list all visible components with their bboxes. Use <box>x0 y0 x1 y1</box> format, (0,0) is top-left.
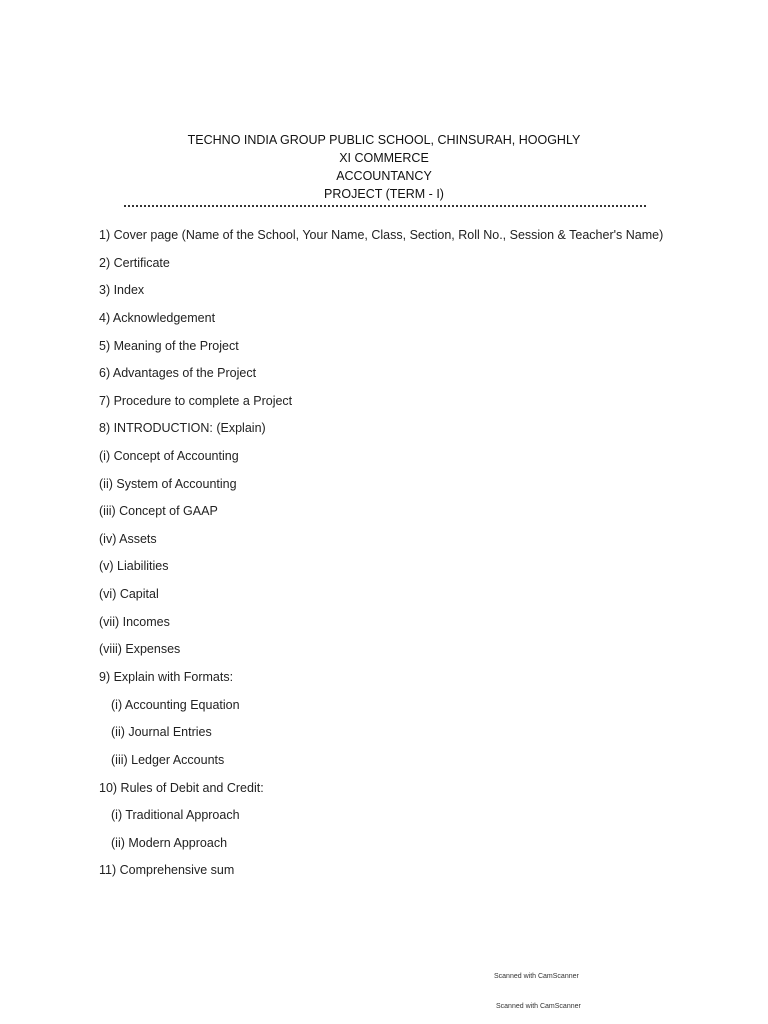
list-item-journal-entries: (ii) Journal Entries <box>111 725 212 739</box>
scanner-watermark: Scanned with CamScanner <box>494 973 579 980</box>
list-item-traditional-approach: (i) Traditional Approach <box>111 808 240 822</box>
list-item-concept-accounting: (i) Concept of Accounting <box>99 449 239 463</box>
list-item-gaap: (iii) Concept of GAAP <box>99 504 218 518</box>
list-item-acknowledgement: 4) Acknowledgement <box>99 311 216 325</box>
project-term: PROJECT (TERM - I) <box>324 187 444 201</box>
list-item-expenses: (viii) Expenses <box>99 642 181 656</box>
list-item-system-accounting: (ii) System of Accounting <box>99 477 237 491</box>
list-item-modern-approach: (ii) Modern Approach <box>111 836 228 850</box>
list-item-cover-page: 1) Cover page (Name of the School, Your Name, Class, Section, Roll No., Session & Teacher's Name) <box>99 228 664 242</box>
list-item-formats: 9) Explain with Formats: <box>99 670 234 684</box>
list-item-advantages: 6) Advantages of the Project <box>99 366 257 380</box>
list-item-certificate: 2) Certificate <box>99 256 170 270</box>
list-item-assets: (iv) Assets <box>99 532 157 546</box>
list-item-meaning: 5) Meaning of the Project <box>99 339 239 353</box>
list-item-introduction: 8) INTRODUCTION: (Explain) <box>99 421 266 435</box>
list-item-incomes: (vii) Incomes <box>99 615 170 629</box>
school-name: TECHNO INDIA GROUP PUBLIC SCHOOL, CHINSURAH, HOOGHLY <box>187 133 581 147</box>
list-item-procedure: 7) Procedure to complete a Project <box>99 394 293 408</box>
subject-name: ACCOUNTANCY <box>336 169 432 183</box>
list-item-index: 3) Index <box>99 283 145 297</box>
list-item-capital: (vi) Capital <box>99 587 159 601</box>
document-header <box>0 131 768 203</box>
list-item-liabilities: (v) Liabilities <box>99 559 169 573</box>
list-item-comprehensive-sum: 11) Comprehensive sum <box>99 863 235 877</box>
list-item-accounting-equation: (i) Accounting Equation <box>111 698 240 712</box>
list-item-rules: 10) Rules of Debit and Credit: <box>99 781 264 795</box>
scanner-watermark-bottom: Scanned with CamScanner <box>496 1003 581 1010</box>
dotted-divider <box>124 205 646 207</box>
class-name: XI COMMERCE <box>339 151 429 165</box>
list-item-ledger-accounts: (iii) Ledger Accounts <box>111 753 225 767</box>
